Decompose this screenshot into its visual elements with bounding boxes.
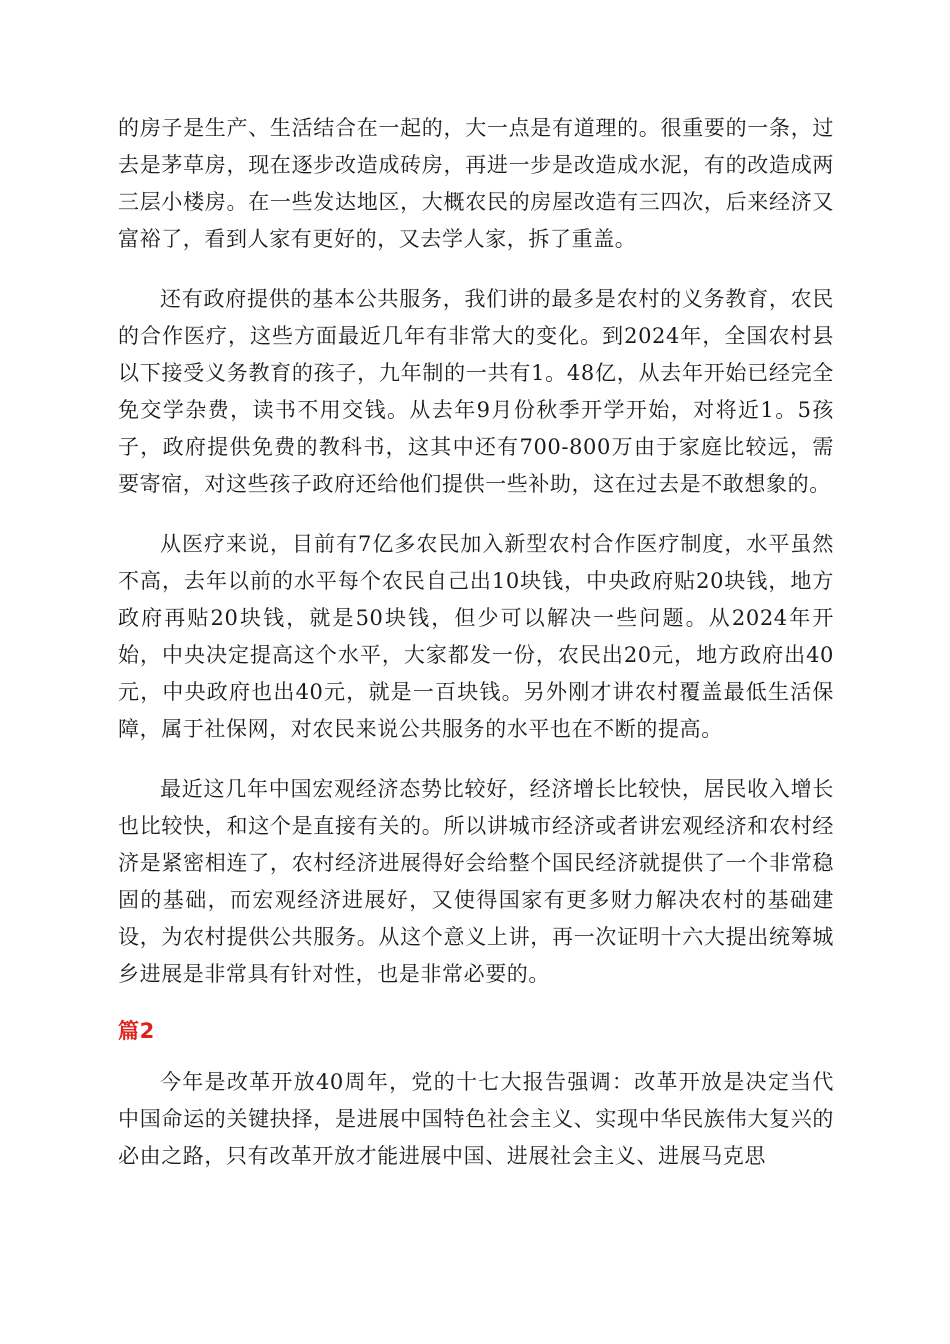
paragraph-3: 从医疗来说，目前有7亿多农民加入新型农村合作医疗制度，水平虽然不高，去年以前的水平每个农民自己出10块钱，中央政府贴20块钱，地方政府再贴20块钱，就是50块钱，但少可以解决一些问题。从2024年开始，中央决定提高这个水平，大家都发一份，农民出20元，地方政府出40元，中央政府也出40元，就是一百块钱。另外刚才讲农村覆盖最低生活保障，属于社保网，对农民来说公共服务的水平也在不断的提高。 [118,532,834,741]
paragraph-1: 的房子是生产、生活结合在一起的，大一点是有道理的。很重要的一条，过去是茅草房，现在逐步改造成砖房，再进一步是改造成水泥，有的改造成两三层小楼房。在一些发达地区，大概农民的房屋改造有三四次，后来经济又富裕了，看到人家有更好的，又去学人家，拆了重盖。 [118,116,834,251]
paragraph-4: 最近这几年中国宏观经济态势比较好，经济增长比较快，居民收入增长也比较快，和这个是直接有关的。所以讲城市经济或者讲宏观经济和农村经济是紧密相连了，农村经济进展得好会给整个国民经济就提供了一个非常稳固的基础，而宏观经济进展好，又使得国家有更多财力解决农村的基础建设，为农村提供公共服务。从这个意义上讲，再一次证明十六大提出统筹城乡进展是非常具有针对性，也是非常必要的。 [118,777,834,986]
document-body [118,110,834,1198]
paragraph-2: 还有政府提供的基本公共服务，我们讲的最多是农村的义务教育，农民的合作医疗，这些方面最近几年有非常大的变化。到2024年，全国农村县以下接受义务教育的孩子，九年制的一共有1。48亿，从去年开始已经完全免交学杂费，读书不用交钱。从去年9月份秋季开学开始，对将近1。5孩子，政府提供免费的教科书，这其中还有700-800万由于家庭比较远，需要寄宿，对这些孩子政府还给他们提供一些补助，这在过去是不敢想象的。 [118,287,834,496]
section-paragraph-1: 今年是改革开放40周年，党的十七大报告强调：改革开放是决定当代中国命运的关键抉择，是进展中国特色社会主义、实现中华民族伟大复兴的必由之路，只有改革开放才能进展中国、进展社会主义、进展马克思 [118,1070,834,1168]
section-title: 篇2 [118,1019,155,1043]
